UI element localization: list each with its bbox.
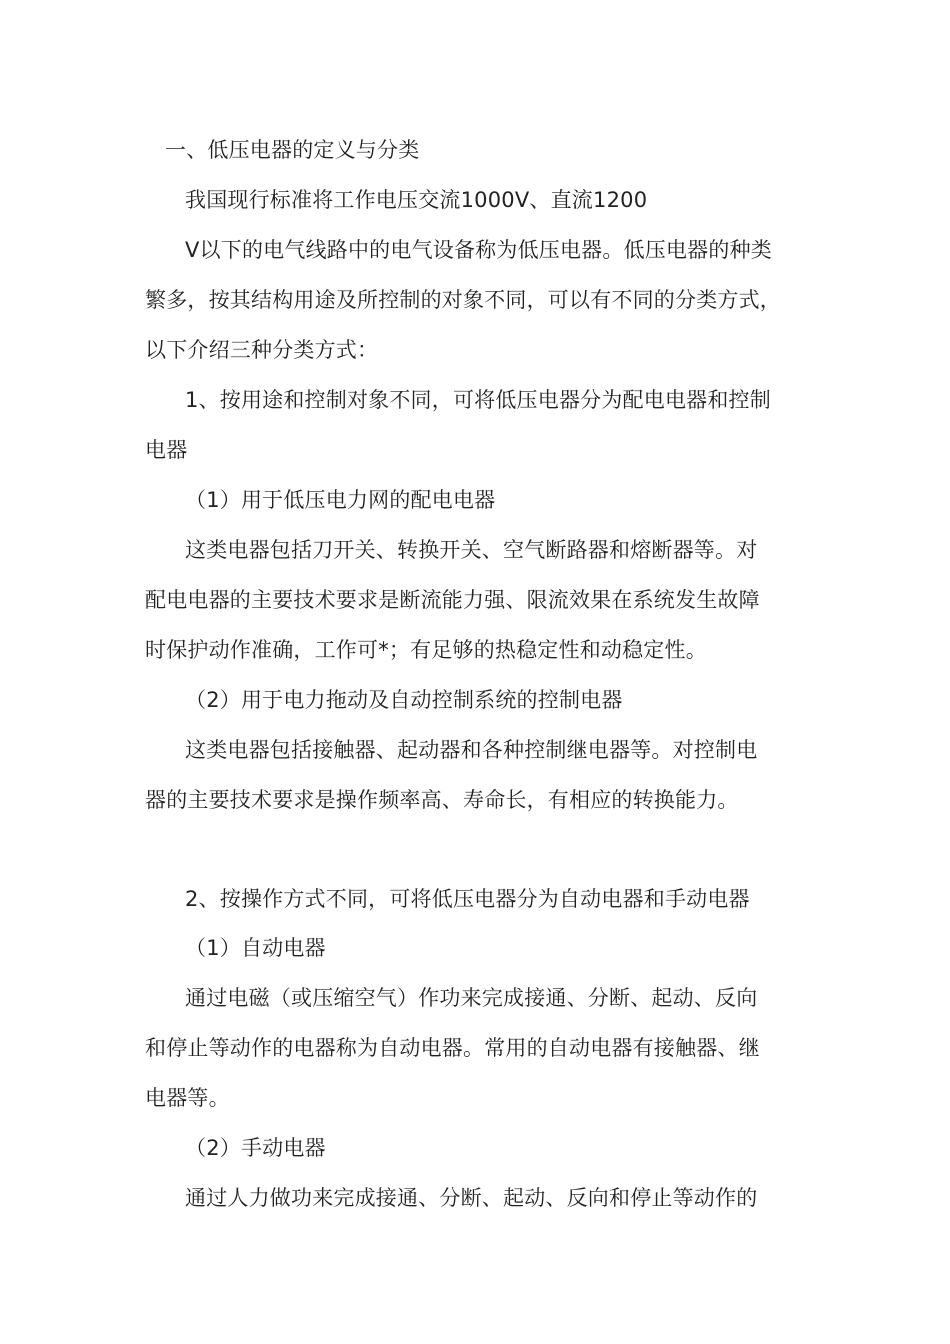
paragraph-line: 配电电器的主要技术要求是断流能力强、限流效果在系统发生故障 xyxy=(145,588,760,612)
subsection-heading: 1、按用途和控制对象不同，可将低压电器分为配电电器和控制 xyxy=(185,388,771,412)
paragraph-line: 和停止等动作的电器称为自动电器。常用的自动电器有接触器、继 xyxy=(145,1036,760,1060)
sub-item-heading: （1）用于低压电力网的配电电器 xyxy=(185,488,496,512)
paragraph-line: 以下介绍三种分类方式： xyxy=(145,338,379,362)
section-heading: 一、低压电器的定义与分类 xyxy=(165,138,420,162)
paragraph-line: V以下的电气线路中的电气设备称为低压电器。低压电器的种类 xyxy=(185,238,772,262)
paragraph-line: 繁多，按其结构用途及所控制的对象不同，可以有不同的分类方式， xyxy=(145,288,781,312)
paragraph-line: 通过电磁（或压缩空气）作功来完成接通、分断、起动、反向 xyxy=(185,986,758,1010)
paragraph-line: 电器 xyxy=(145,438,188,462)
paragraph-line: 我国现行标准将工作电压交流1000V、直流1200 xyxy=(185,188,648,212)
paragraph-line: 这类电器包括刀开关、转换开关、空气断路器和熔断器等。对 xyxy=(185,538,758,562)
paragraph-line: 器的主要技术要求是操作频率高、寿命长，有相应的转换能力。 xyxy=(145,788,739,812)
subsection-heading: 2、按操作方式不同，可将低压电器分为自动电器和手动电器 xyxy=(185,887,750,911)
sub-item-heading: （1）自动电器 xyxy=(185,936,326,960)
paragraph-line: 电器等。 xyxy=(145,1086,230,1110)
paragraph-line: 这类电器包括接触器、起动器和各种控制继电器等。对控制电 xyxy=(185,738,758,762)
sub-item-heading: （2）手动电器 xyxy=(185,1136,326,1160)
paragraph-line: 通过人力做功来完成接通、分断、起动、反向和停止等动作的 xyxy=(185,1186,758,1210)
sub-item-heading: （2）用于电力拖动及自动控制系统的控制电器 xyxy=(185,688,623,712)
paragraph-line: 时保护动作准确，工作可*；有足够的热稳定性和动稳定性。 xyxy=(145,638,707,662)
